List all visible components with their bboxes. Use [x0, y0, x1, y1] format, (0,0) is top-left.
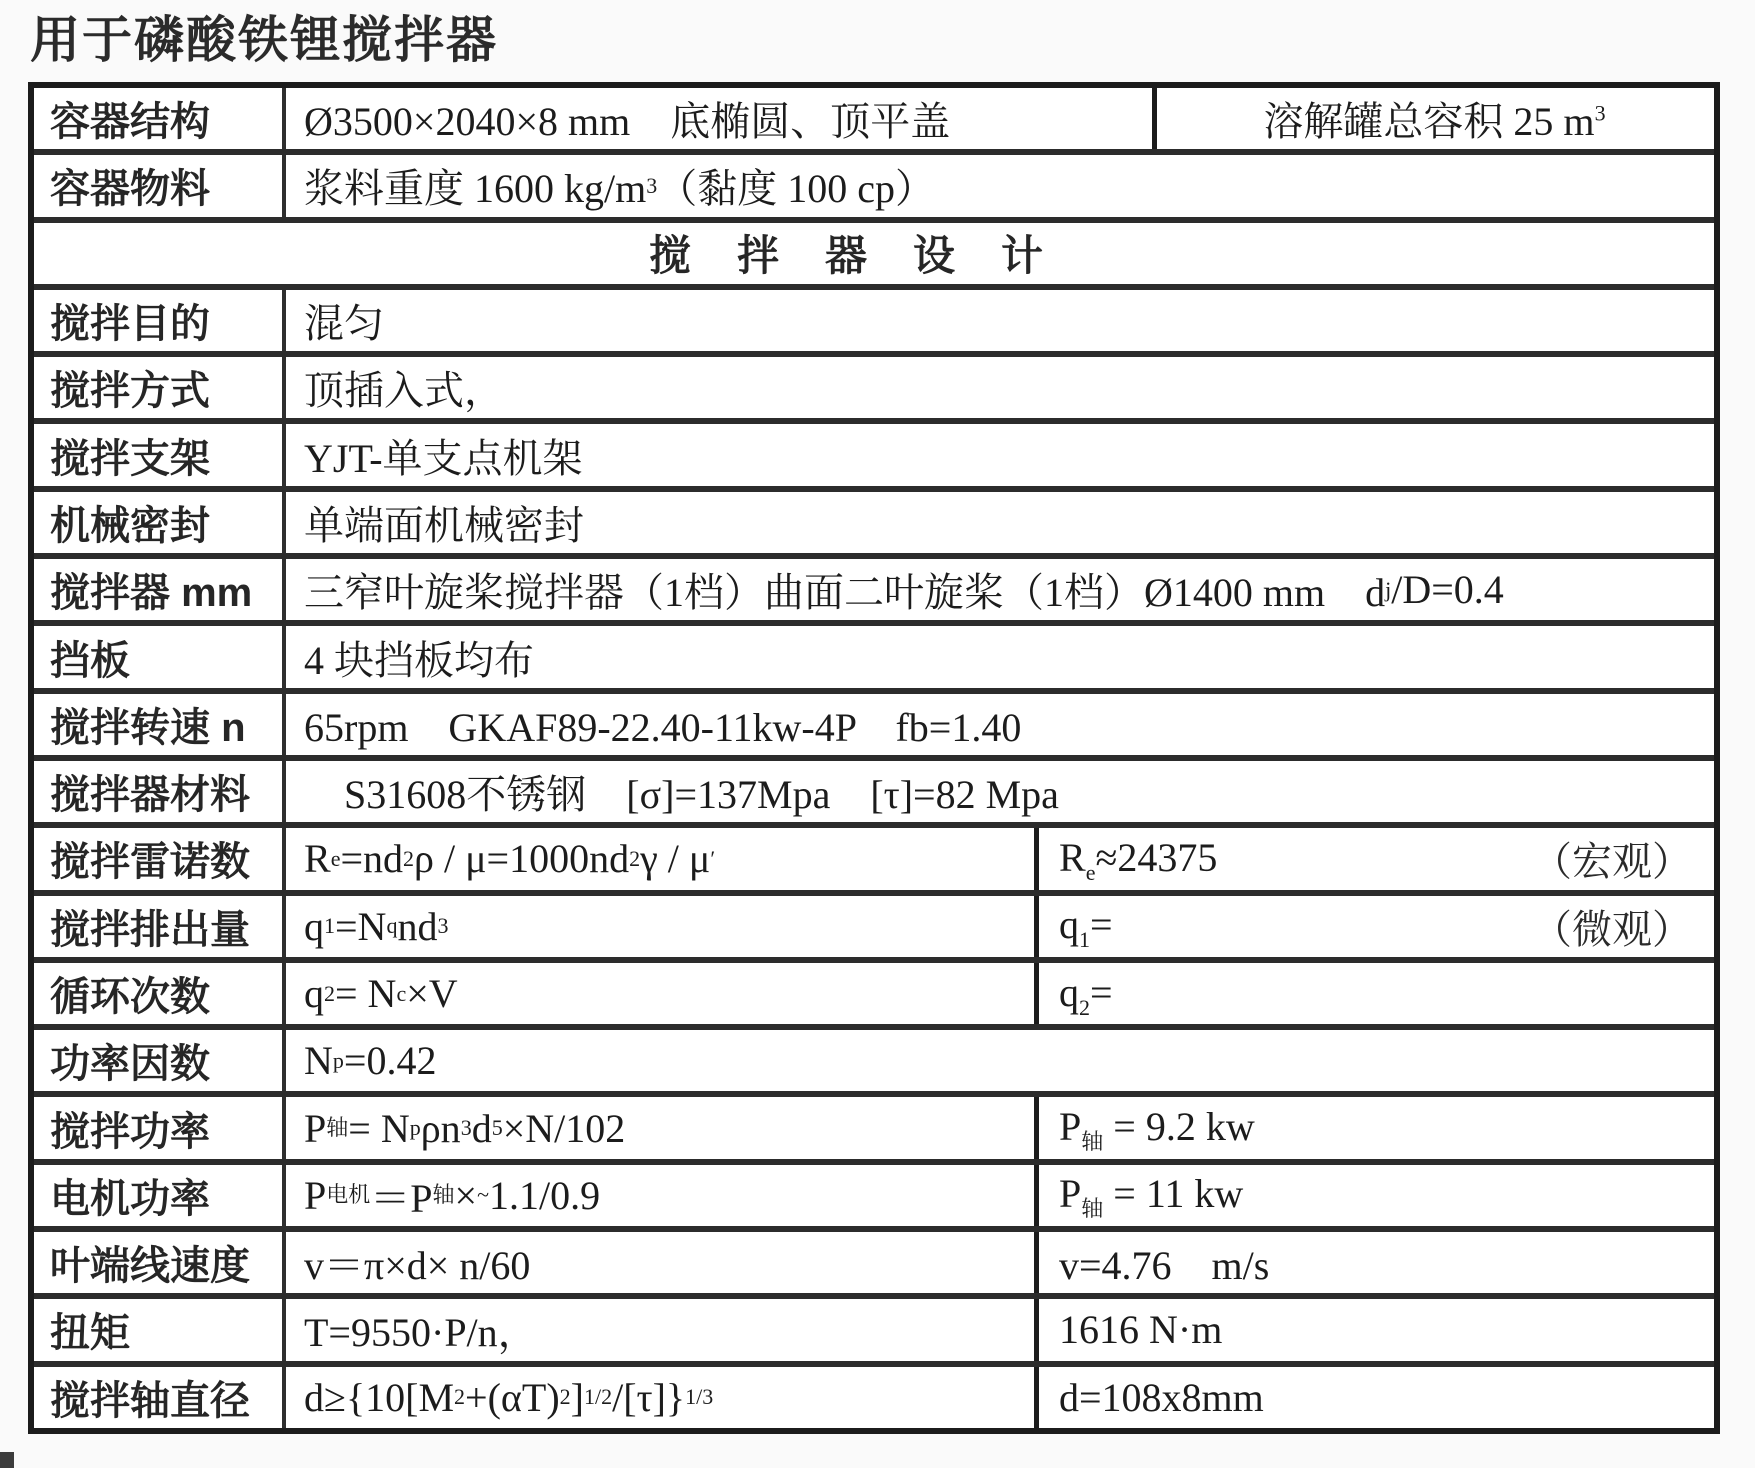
row-label: 搅拌排出量 — [34, 896, 286, 957]
table-row — [34, 896, 1714, 963]
row-value: R e =nd 2 ρ / μ=1000nd 2 γ / μ ′ — [304, 836, 716, 882]
row-label: 搅拌器材料 — [34, 761, 286, 822]
spec-table — [28, 82, 1720, 1434]
row-label: 挡板 — [34, 626, 286, 687]
table-row — [34, 1165, 1714, 1232]
row-value: 混匀 — [304, 301, 384, 347]
table-row — [34, 559, 1714, 626]
row-label: 搅拌功率 — [34, 1097, 286, 1158]
row-value-2 — [1152, 88, 1714, 149]
row-value: q 1 =N q nd 3 — [304, 903, 449, 949]
table-row — [34, 155, 1714, 222]
row-value: P 轴 = N p ρn 3 d 5 ×N/102 — [304, 1105, 626, 1151]
row-value: P 电机 ＝P 轴 × ~ 1.1/0.9 — [304, 1172, 601, 1221]
table-row — [34, 1299, 1714, 1366]
table-row — [34, 290, 1714, 357]
row-label: 功率因数 — [34, 1030, 286, 1091]
table-row — [34, 1097, 1714, 1164]
page-title: 用于磷酸铁锂搅拌器 — [30, 12, 498, 68]
table-row — [34, 828, 1714, 895]
row-label: 机械密封 — [34, 492, 286, 553]
row-value-2 — [1034, 1367, 1714, 1428]
row-value-2-text: $P_轴 = 9.2$ kw — [1059, 1104, 1255, 1155]
row-value: 65rpm GKAF89-22.40-11kw-4P fb=1.40 — [304, 704, 1022, 750]
row-value: T=9550·P/n， — [304, 1310, 538, 1356]
row-value-2-text: v=4.76 m/s — [1059, 1243, 1270, 1289]
table-row — [34, 1232, 1714, 1299]
row-value-2-text: $q_1=$ — [1059, 902, 1113, 953]
row-value-2-text: d=108x8mm — [1059, 1374, 1264, 1420]
row-value: 单端面机械密封 — [304, 502, 584, 548]
row-value-2 — [1034, 1165, 1714, 1226]
row-value: Ø3500×2040×8 mm 底椭圆、顶平盖 — [304, 99, 951, 145]
table-row — [34, 1367, 1714, 1428]
table-row — [34, 694, 1714, 761]
row-value-2 — [1034, 1097, 1714, 1158]
row-label: 搅拌器 mm — [34, 559, 286, 620]
row-value: S31608不锈钢 [σ]=137Mpa [τ]=82 Mpa — [304, 772, 1059, 818]
row-note: （宏观） — [1532, 840, 1692, 885]
row-value: 三窄叶旋桨搅拌器（1档）曲面二叶旋桨（1档）Ø1400 mm d j /D=0.4 — [304, 567, 1504, 616]
row-value-2 — [1034, 828, 1714, 889]
row-label: 搅拌轴直径 — [34, 1367, 286, 1428]
row-label: 循环次数 — [34, 963, 286, 1024]
row-label: 叶端线速度 — [34, 1232, 286, 1293]
table-row — [34, 88, 1714, 155]
row-value-2-text: $q_2=$ — [1059, 969, 1113, 1020]
row-value: 4 块挡板均布 — [304, 637, 534, 683]
row-value-2-text: 溶解罐总容积 25 $m^3$ — [1263, 99, 1606, 145]
row-value-2-text: $P_轴 = 11$ kw — [1059, 1171, 1244, 1222]
row-value-2-text: 1616 N·m — [1059, 1307, 1223, 1353]
table-row — [34, 492, 1714, 559]
row-value: YJT-单支点机架 — [304, 435, 583, 481]
row-value-2 — [1034, 963, 1714, 1024]
table-row — [34, 963, 1714, 1030]
row-value: q 2 = N c ×V — [304, 971, 458, 1016]
row-value-2 — [1034, 1299, 1714, 1360]
table-row — [34, 1030, 1714, 1097]
table-row — [34, 626, 1714, 693]
row-label: 搅拌目的 — [34, 290, 286, 351]
row-label: 容器物料 — [34, 155, 286, 216]
row-label: 电机功率 — [34, 1165, 286, 1226]
row-label: 搅拌雷诺数 — [34, 828, 286, 889]
row-value: 顶插入式， — [304, 368, 504, 414]
section-title: 搅拌器设计 — [648, 232, 1089, 280]
row-value-2 — [1034, 1232, 1714, 1293]
row-label: 容器结构 — [34, 88, 286, 149]
table-section-header-row — [34, 223, 1714, 290]
row-value: N p =0.42 — [304, 1038, 437, 1084]
row-value: 浆料重度 1600 kg/m 3 （黏度 100 cp） — [304, 166, 935, 212]
row-label: 搅拌转速 n — [34, 694, 286, 755]
table-row — [34, 761, 1714, 828]
table-row — [34, 424, 1714, 491]
row-value: d≥{10[M 2 +(αT) 2 ] 1/2 /[τ]} 1/3 — [304, 1374, 714, 1420]
row-label: 搅拌支架 — [34, 424, 286, 485]
row-value-2-text: $R_e\approx 24375$ — [1059, 834, 1218, 885]
scan-artifact-mark — [0, 1452, 14, 1468]
row-label: 扭矩 — [34, 1299, 286, 1360]
row-note: （微观） — [1532, 907, 1692, 952]
row-value-2 — [1034, 896, 1714, 957]
row-value: v＝π×d× n/60 — [304, 1243, 531, 1289]
row-label: 搅拌方式 — [34, 357, 286, 418]
table-row — [34, 357, 1714, 424]
